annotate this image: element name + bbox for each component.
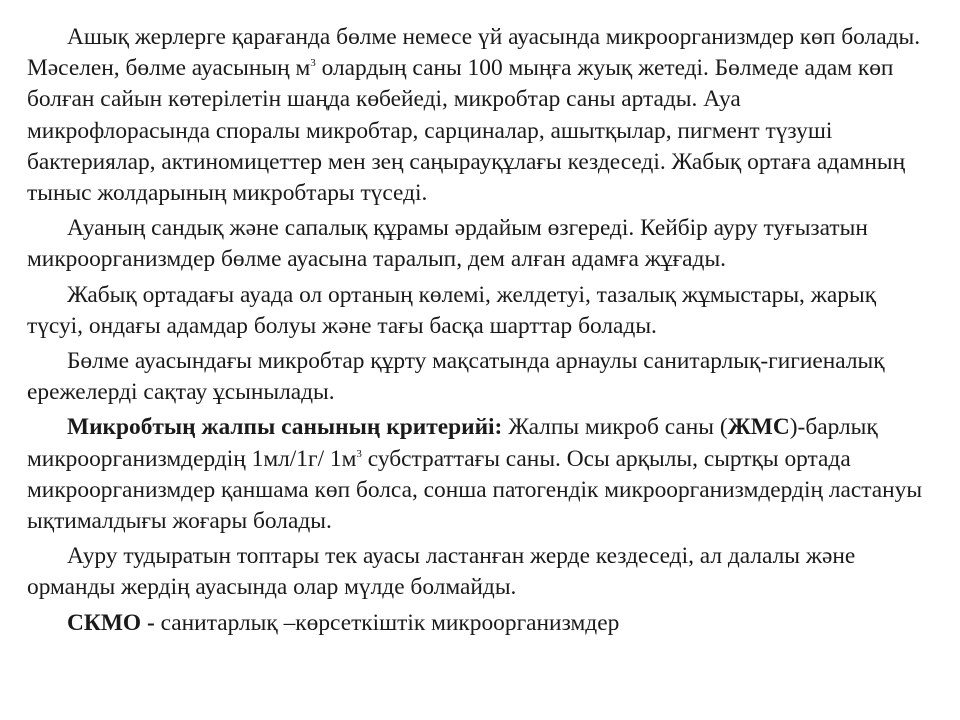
superscript-cubic: 3 xyxy=(356,447,362,460)
paragraph-text: олардың саны 100 мыңға жуық жетеді. Бөлмеде адам көп болған сайын көтерілетін шаңда көбейеді, микробтар саны артады. Ауа микрофлорасында споралы микробтар, сарциналар, ашытқылар, пигмент түзуші бактериялар, актиномицеттер мен зең саңырауқұлағы кездеседі. Жабық ортаға адамның тыныс жолдарының микробтары түседі. xyxy=(27,55,906,207)
paragraph-air-composition xyxy=(27,213,927,275)
paragraph-text: Бөлме ауасындағы микробтар құрту мақсатында арнаулы санитарлық-гигиеналық ережелерді сақтау ұсынылады. xyxy=(27,348,885,406)
abbreviation-skmo: СКМО - xyxy=(67,609,155,636)
paragraph-text: санитарлық –көрсеткіштік микроорганизмдер xyxy=(154,609,620,636)
paragraph-text: Жабық ортадағы ауада ол ортаның көлемі, желдетуі, тазалық жұмыстары, жарық түсуі, ондағы адамдар болуы және тағы басқа шарттар болады. xyxy=(27,281,877,339)
paragraph-text: Ауаның сандық және сапалық құрамы әрдайым өзгереді. Кейбір ауру туғызатын микроорганизмдер бөлме ауасына таралып, дем алған адамға жұғады. xyxy=(27,215,868,273)
paragraph-closed-environment xyxy=(27,280,927,342)
paragraph-text: Ашық жерлерге қарағанда бөлме немесе үй ауасында микроорганизмдер көп болады. Мәселен, бөлме ауасының м xyxy=(27,24,921,82)
paragraph-pathogen-groups xyxy=(27,541,927,603)
paragraph-text: )-барлық микроорганизмдердің 1мл/1г/ 1м xyxy=(27,414,878,472)
paragraph-skmo xyxy=(27,608,927,639)
paragraph-text: Ауру тудыратын топтары тек ауасы ластанған жерде кездеседі, ал далалы және орманды жердің ауасында олар мүлде болмайды. xyxy=(27,543,856,601)
paragraph-indoor-air xyxy=(27,22,927,209)
superscript-cubic: 3 xyxy=(310,57,316,70)
paragraph-total-microbe-criterion xyxy=(27,412,927,537)
paragraph-sanitary-rules xyxy=(27,346,927,408)
paragraph-text: Жалпы микроб саны ( xyxy=(502,414,728,441)
criterion-heading: Микробтың жалпы санының критерийі: xyxy=(67,414,503,441)
document-body xyxy=(27,22,927,643)
paragraph-text: субстраттағы саны. Осы арқылы, сыртқы ортада микроорганизмдер қаншама көп болса, сонша патогендік микроорганизмдердің ластануы ықтималдығы жоғары болады. xyxy=(27,445,923,535)
abbreviation-zhms: ЖМС xyxy=(727,414,790,441)
